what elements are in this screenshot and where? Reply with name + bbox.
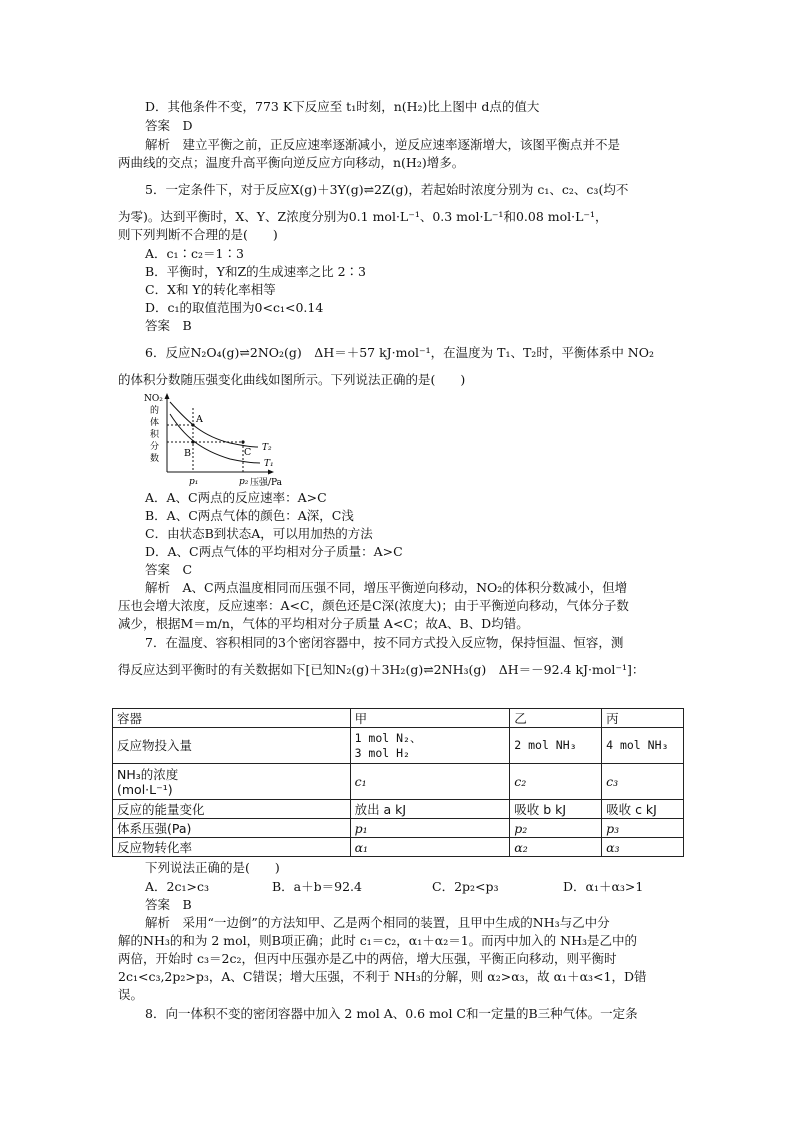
q7-answer: 答案 B <box>145 897 192 912</box>
q6-explanation-line-2: 压也会增大浓度，反应速率：A<C，颜色还是C深(浓度大)；由于平衡逆向移动，气体分子数 <box>118 598 629 613</box>
q5-stem-line-3: 则下列判断不合理的是( ) <box>118 227 278 242</box>
table-row <box>113 838 684 857</box>
label-c: C <box>244 447 252 458</box>
tick-p2: p₂ <box>239 477 249 487</box>
table-cell: c₂ <box>510 764 602 800</box>
chart-y-label <box>144 394 166 464</box>
q7-explanation-line-2: 解的NH₃的和为 2 mol，则B项正确；此时 c₁＝c₂，α₁＋α₂＝1。而丙中加入的 NH₃是乙中的 <box>118 933 637 948</box>
table-row <box>113 764 684 800</box>
table-cell: α₂ <box>510 838 602 857</box>
y-label-part: 分 <box>150 442 160 452</box>
q6-option-a: A．A、C两点的反应速率：A>C <box>145 490 327 505</box>
q7-option-a: A．2c₁>c₃ <box>145 879 209 894</box>
q7-option-c: C．2p₂<p₃ <box>432 879 499 894</box>
q7-explanation-line-4: 2c₁<c₃,2p₂>p₃，A、C错误；增大压强，不利于 NH₃的分解，则 α₂>α₃，故 α₁＋α₃<1，D错 <box>118 969 647 984</box>
point-c <box>241 440 244 443</box>
q5-option-d: D．c₁的取值范围为0<c₁<0.14 <box>145 300 324 315</box>
y-label-part: 体 <box>150 418 160 428</box>
point-a <box>191 423 194 426</box>
table-cell: 4 mol NH₃ <box>602 728 684 764</box>
table-cell: 体系压强(Pa) <box>113 819 351 838</box>
q4-answer: 答案 D <box>145 118 193 133</box>
table-cell: NH₃的浓度 (mol·L⁻¹) <box>113 764 351 800</box>
label-t2: T₂ <box>262 443 272 453</box>
q6-answer: 答案 C <box>145 562 193 577</box>
x-axis-label: 压强/Pa <box>250 478 283 488</box>
equilibrium-data-table <box>112 708 684 857</box>
table-cell: 1 mol N₂、 3 mol H₂ <box>350 728 510 764</box>
q4-explanation-line-2: 两曲线的交点；温度升高平衡向逆反应方向移动，n(H₂)增多。 <box>118 155 465 170</box>
label-b: B <box>184 448 191 459</box>
table-row <box>113 800 684 819</box>
table-cell: 2 mol NH₃ <box>510 728 602 764</box>
point-b <box>191 440 194 443</box>
q6-option-c: C．由状态B到状态A，可以用加热的方法 <box>145 526 373 541</box>
q5-stem-line-2: 为零)。达到平衡时，X、Y、Z浓度分别为0.1 mol·L⁻¹、0.3 mol·L⁻¹和0.08 mol·L⁻¹， <box>118 209 608 224</box>
q7-stem-line-2: 得反应达到平衡时的有关数据如下[已知N₂(g)＋3H₂(g)⇌2NH₃(g) ΔH＝－92.4 kJ·mol⁻¹]： <box>118 662 645 677</box>
q4-explanation-line-1: 解析 建立平衡之前，正反应速率逐渐减小，逆反应速率逐渐增大，该图平衡点并不是 <box>145 137 621 152</box>
table-header-cell: 甲 <box>350 709 510 728</box>
q5-option-c: C．X和 Y的转化率相等 <box>145 282 276 297</box>
q8-stem-line-1: 8．向一体积不变的密闭容器中加入 2 mol A、0.6 mol C和一定量的B三种气体。一定条 <box>145 1006 638 1021</box>
q7-ask: 下列说法正确的是( ) <box>145 860 280 875</box>
q4-option-d: D．其他条件不变，773 K下反应至 t₁时刻，n(H₂)比上图中 d点的值大 <box>145 99 540 114</box>
q5-option-b: B．平衡时，Y和Z的生成速率之比 2∶3 <box>145 264 367 279</box>
y-label-part: NO₂ <box>144 394 163 404</box>
q5-stem-line-1: 5．一定条件下，对于反应X(g)＋3Y(g)⇌2Z(g)，若起始时浓度分别为 c₁、c₂、c₃(均不 <box>145 182 629 197</box>
q7-option-d: D．α₁＋α₃>1 <box>563 879 644 894</box>
label-a: A <box>196 414 203 425</box>
q6-explanation-line-1: 解析 A、C两点温度相同而压强不同，增压平衡逆向移动，NO₂的体积分数减小，但增 <box>145 580 628 595</box>
table-header-cell: 容器 <box>113 709 351 728</box>
tick-p1: p₁ <box>189 477 199 487</box>
table-cell: 吸收 b kJ <box>510 800 602 819</box>
y-label-part: 积 <box>150 430 160 440</box>
table-cell: c₁ <box>350 764 510 800</box>
table-cell: α₃ <box>602 838 684 857</box>
table-cell: 反应的能量变化 <box>113 800 351 819</box>
table-cell: p₃ <box>602 819 684 838</box>
q6-option-d: D．A、C两点气体的平均相对分子质量：A>C <box>145 544 403 559</box>
q6-option-b: B．A、C两点气体的颜色：A深，C浅 <box>145 508 354 523</box>
q7-explanation-line-1: 解析 采用“一边倒”的方法知甲、乙是两个相同的装置，且甲中生成的NH₃与乙中分 <box>145 915 610 930</box>
table-row <box>113 728 684 764</box>
x-axis-arrow <box>268 470 274 475</box>
q6-stem-line-2: 的体积分数随压强变化曲线如图所示。下列说法正确的是( ) <box>118 372 466 387</box>
table-cell: c₃ <box>602 764 684 800</box>
q5-option-a: A．c₁∶c₂＝1∶3 <box>145 246 244 261</box>
table-cell: 吸收 c kJ <box>602 800 684 819</box>
q7-explanation-line-3: 两倍，开始时 c₃＝2c₂，但丙中压强亦是乙中的两倍，增大压强，平衡正向移动，则平衡时 <box>118 951 617 966</box>
table-cell: 反应物投入量 <box>113 728 351 764</box>
q6-stem-line-1: 6．反应N₂O₄(g)⇌2NO₂(g) ΔH＝＋57 kJ·mol⁻¹，在温度为 T₁、T₂时，平衡体系中 NO₂ <box>145 345 654 360</box>
label-t1: T₁ <box>264 459 274 469</box>
table-cell: α₁ <box>350 838 510 857</box>
table-header-row <box>113 709 684 728</box>
table-cell: p₁ <box>350 819 510 838</box>
q7-option-b: B．a＋b＝92.4 <box>272 879 362 894</box>
table-header-cell: 丙 <box>602 709 684 728</box>
table-row <box>113 819 684 838</box>
table-cell: p₂ <box>510 819 602 838</box>
q7-explanation-line-5: 误。 <box>118 987 144 1002</box>
table-cell: 反应物转化率 <box>113 838 351 857</box>
q5-answer: 答案 B <box>145 318 192 333</box>
q7-stem-line-1: 7．在温度、容积相同的3个密闭容器中，按不同方式投入反应物，保持恒温、恒容，测 <box>145 635 624 650</box>
y-label-part: 的 <box>150 406 160 416</box>
table-header-cell: 乙 <box>510 709 602 728</box>
table-cell: 放出 a kJ <box>350 800 510 819</box>
no2-volume-fraction-chart <box>140 392 290 488</box>
y-label-part: 数 <box>150 454 160 464</box>
q6-explanation-line-3: 减少，根据M＝m/n，气体的平均相对分子质量 A<C；故A、B、D均错。 <box>118 616 529 631</box>
